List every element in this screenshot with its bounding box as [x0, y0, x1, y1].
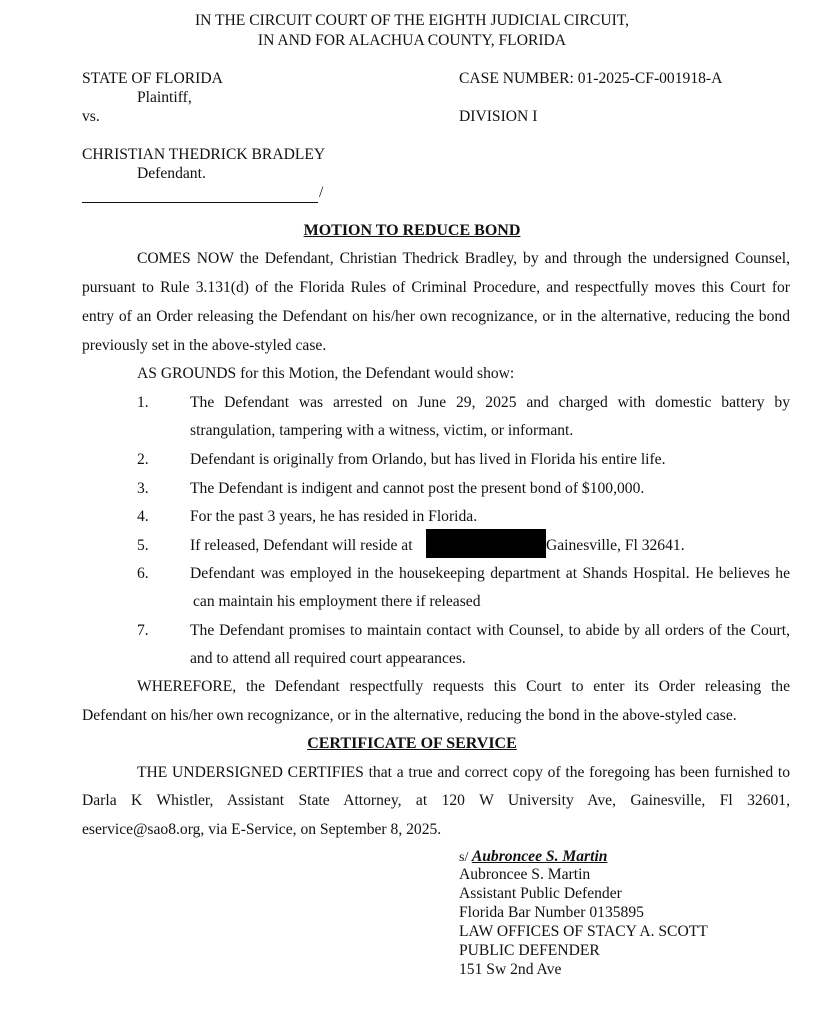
e-signature-name: Aubroncee S. Martin [471, 848, 608, 865]
wherefore-line-1: WHEREFORE, the Defendant respectfully requests this Court to enter its Order releasing the [137, 678, 790, 695]
signer-name: Aubroncee S. Martin [459, 866, 591, 883]
defendant-role: Defendant. [137, 165, 206, 182]
item-text-continued: and to attend all required court appearances. [190, 650, 466, 667]
certificate-title: CERTIFICATE OF SERVICE [307, 735, 517, 752]
item-text: If released, Defendant will reside at [190, 537, 413, 554]
bar-number: Florida Bar Number 0135895 [459, 904, 644, 921]
e-signature [459, 848, 607, 866]
item-text-continued: strangulation, tampering with a witness, victim, or informant. [190, 422, 574, 439]
item-text: The Defendant is indigent and cannot post the present bond of $100,000. [190, 480, 645, 497]
intro-line-3: entry of an Order releasing the Defendant on his/her own recognizance, or in the alternative, reducing the bond [82, 308, 790, 325]
wherefore-line-2: Defendant on his/her own recognizance, or in the alternative, reducing the bond in the above-styled case. [82, 707, 737, 724]
intro-line-1: COMES NOW the Defendant, Christian Thedrick Bradley, by and through the undersigned Counsel, [137, 250, 790, 267]
intro-line-2: pursuant to Rule 3.131(d) of the Florida Rules of Criminal Procedure, and respectfully moves this Court for [82, 279, 790, 296]
item-text: The Defendant promises to maintain contact with Counsel, to abide by all orders of the Court, [190, 622, 790, 639]
court-heading-line-2: IN AND FOR ALACHUA COUNTY, FLORIDA [257, 32, 567, 49]
office-name: LAW OFFICES OF STACY A. SCOTT [459, 923, 708, 940]
certificate-line-2: Darla K Whistler, Assistant State Attorney, at 120 W University Ave, Gainesville, Fl 32601, [82, 792, 790, 809]
certificate-line-1: THE UNDERSIGNED CERTIFIES that a true and correct copy of the foregoing has been furnished to [137, 764, 790, 781]
item-text: Defendant was employed in the housekeeping department at Shands Hospital. He believes he [190, 565, 790, 582]
signer-title: Assistant Public Defender [459, 885, 622, 902]
caption-slash: / [319, 184, 324, 201]
item-number: 1. [137, 394, 149, 411]
grounds-intro: AS GROUNDS for this Motion, the Defendant would show: [137, 365, 515, 382]
item-number: 5. [137, 537, 149, 554]
redaction-block [426, 529, 546, 558]
court-heading-line-1: IN THE CIRCUIT COURT OF THE EIGHTH JUDICIAL CIRCUIT, [194, 12, 630, 29]
item-text: Defendant is originally from Orlando, but has lived in Florida his entire life. [190, 451, 666, 468]
plaintiff-name: STATE OF FLORIDA [82, 70, 223, 87]
caption-rule-line [82, 202, 318, 203]
intro-line-4: previously set in the above-styled case. [82, 337, 327, 354]
motion-title: MOTION TO REDUCE BOND [303, 222, 521, 239]
item-number: 2. [137, 451, 149, 468]
office-address: 151 Sw 2nd Ave [459, 961, 562, 978]
office-subtitle: PUBLIC DEFENDER [459, 942, 600, 959]
case-number: CASE NUMBER: 01-2025-CF-001918-A [459, 70, 723, 87]
item-text-continued: can maintain his employment there if released [193, 593, 481, 610]
item-text: The Defendant was arrested on June 29, 2025 and charged with domestic battery by [190, 394, 790, 411]
item-text: For the past 3 years, he has resided in Florida. [190, 508, 478, 525]
versus-label: vs. [82, 108, 100, 125]
division: DIVISION I [459, 108, 538, 125]
item-number: 6. [137, 565, 149, 582]
item-number: 7. [137, 622, 149, 639]
item-text-after-redaction: Gainesville, Fl 32641. [546, 537, 685, 554]
defendant-name: CHRISTIAN THEDRICK BRADLEY [82, 146, 326, 163]
plaintiff-role: Plaintiff, [137, 89, 192, 106]
item-number: 3. [137, 480, 149, 497]
certificate-line-3: eservice@sao8.org, via E-Service, on September 8, 2025. [82, 821, 442, 838]
item-number: 4. [137, 508, 149, 525]
e-signature-prefix: s/ [459, 850, 472, 865]
